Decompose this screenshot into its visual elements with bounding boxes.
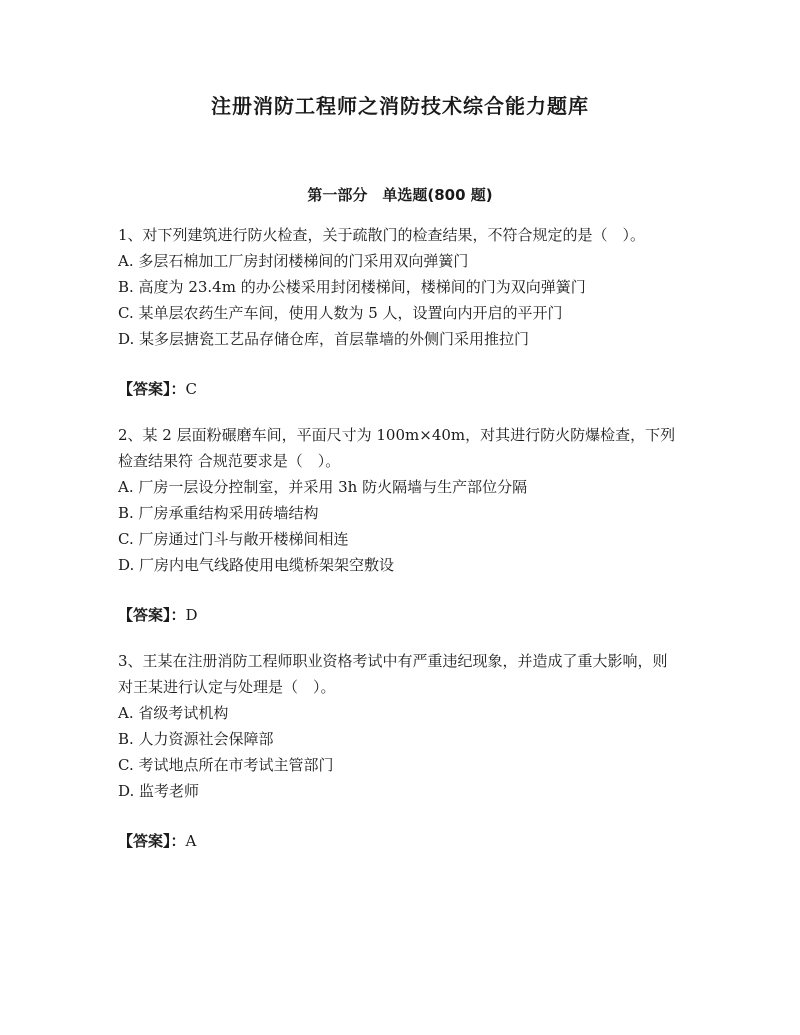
option-d: D. 厂房内电气线路使用电缆桥架架空敷设 <box>118 556 395 574</box>
option-a: A. 省级考试机构 <box>118 704 229 722</box>
document-title: 注册消防工程师之消防技术综合能力题库 <box>211 94 589 118</box>
answer-label: 【答案】： <box>118 380 186 398</box>
answer-value: D <box>185 606 198 624</box>
answer-line <box>118 602 682 628</box>
option-a: A. 厂房一层设分控制室，并采用 3h 防火隔墙与生产部位分隔 <box>118 478 528 496</box>
option-a: A. 多层石棉加工厂房封闭楼梯间的门采用双向弹簧门 <box>118 252 469 270</box>
answer-line <box>118 828 682 854</box>
option-c: C. 厂房通过门斗与敞开楼梯间相连 <box>118 530 349 548</box>
option-c: C. 某单层农药生产车间，使用人数为 5 人，设置向内开启的平开门 <box>118 304 563 322</box>
option-c: C. 考试地点所在市考试主管部门 <box>118 756 334 774</box>
question-3 <box>118 648 682 854</box>
question-stem: 3、王某在注册消防工程师职业资格考试中有严重违纪现象，并造成了重大影响，则对王某进行认定与处理是（ ）。 <box>118 652 668 696</box>
answer-value: A <box>185 832 197 850</box>
question-stem: 1、对下列建筑进行防火检查，关于疏散门的检查结果，不符合规定的是（ ）。 <box>118 226 646 244</box>
question-2 <box>118 422 682 628</box>
option-b: B. 厂房承重结构采用砖墙结构 <box>118 504 319 522</box>
question-stem: 2、某 2 层面粉碾磨车间，平面尺寸为 100m×40m，对其进行防火防爆检查，下列检查结果符 合规范要求是（ ）。 <box>118 426 676 470</box>
answer-label: 【答案】： <box>118 832 186 850</box>
option-d: D. 监考老师 <box>118 782 200 800</box>
answer-label: 【答案】： <box>118 606 186 624</box>
section-title: 第一部分 单选题(800 题) <box>307 186 493 204</box>
option-d: D. 某多层搪瓷工艺品存储仓库，首层靠墙的外侧门采用推拉门 <box>118 330 530 348</box>
answer-value: C <box>185 380 197 398</box>
answer-line <box>118 376 682 402</box>
option-b: B. 高度为 23.4m 的办公楼采用封闭楼梯间，楼梯间的门为双向弹簧门 <box>118 278 586 296</box>
question-list <box>118 222 682 874</box>
option-b: B. 人力资源社会保障部 <box>118 730 274 748</box>
question-1 <box>118 222 682 402</box>
